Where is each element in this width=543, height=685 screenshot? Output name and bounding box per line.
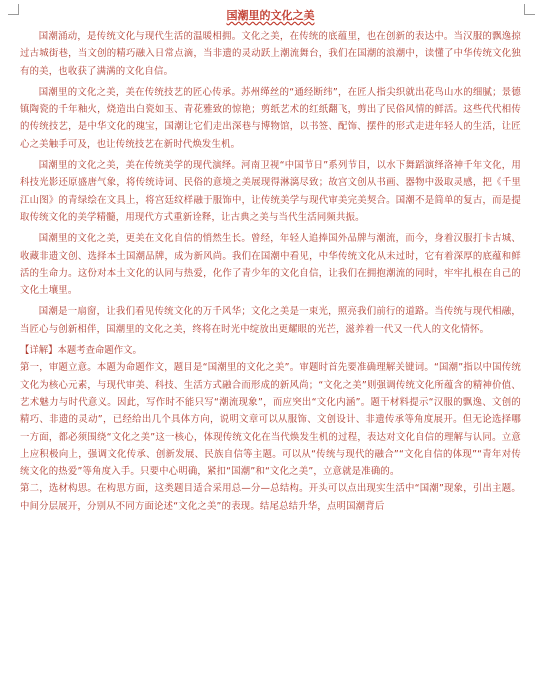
- analysis-paragraph-2: 第二，选材构思。在构思方面，这类题目适合采用总—分—总结构。开头可以点出现实生活中“国潮”现象，引出主题。中间分层展开，分别从不同方面论述“文化之美”的表现。结尾总结升华，点明国潮背后: [20, 483, 521, 512]
- essay-paragraph-4: 国潮里的文化之美，更美在文化自信的悄然生长。曾经，年轻人追捧国外品牌与潮流，而今，身着汉服打卡古城、收藏非遗文创、选择本土国潮品牌，成为新风尚。我们在国潮中看见，中华传统文化从未过时，它有着深厚的底蕴和鲜活的生命力。这份对本土文化的认同与热爱，化作了青少年的文化自信，让我们在拥抱潮流的同时，牢牢扎根在自己的文化土壤里。: [20, 233, 521, 297]
- essay-paragraph-2: 国潮里的文化之美，美在传统技艺的匠心传承。苏州缂丝的“通经断纬”，在匠人指尖织就出花鸟山水的细腻；景德镇陶瓷的千年釉火，烧造出白瓷如玉、青花雅致的惊艳；剪纸艺术的红纸翻飞，剪出了民俗风情的鲜活。这些代代相传的传统技艺，是中华文化的瑰宝，国潮让它们走出深巷与博物馆，以书签、配饰、摆件的形式走进年轻人的生活，让匠心之美触手可及，也让传统技艺在新时代焕发生机。: [20, 86, 521, 150]
- essay-paragraph-5: 国潮是一扇窗，让我们看见传统文化的万千风华；文化之美是一束光，照亮我们前行的道路。当传统与现代相融，当匠心与创新相伴，国潮里的文化之美，终将在时光中绽放出更耀眼的光芒，滋养着一代又一代人的文化情怀。: [20, 306, 521, 335]
- crop-mark-top-left: [8, 4, 19, 15]
- analysis-paragraph-1: 第一，审题立意。本题为命题作文，题目是“国潮里的文化之美”。审题时首先要准确理解关键词。“国潮”指以中国传统文化为核心元素，与现代审美、科技、生活方式融合而形成的新风尚；“文化之美”则强调传统文化所蕴含的精神价值、艺术魅力与时代意义。因此，写作时不能只写“潮流现象”，而应突出“文化内涵”。题干材料提示“汉服的飘逸、文创的精巧、非遗的灵动”，已经给出几个具体方向，说明文章可以从服饰、文创设计、非遗传承等角度展开。但无论选择哪一方面，都必须围绕“文化之美”这一核心，体现传统文化在当代焕发生机的过程，表达对文化自信的理解与认同。立意上应积极向上，强调文化传承、创新发展、民族自信等主题。可以从“传统与现代的融合”“文化自信的体现”“青年对传统文化的热爱”等角度入手。只要中心明确，紧扣“国潮”和“文化之美”，立意就是准确的。: [20, 362, 521, 478]
- essay-paragraph-1: 国潮涌动，是传统文化与现代生活的温暖相拥。文化之美，在传统的底蕴里，也在创新的表达中。当汉服的飘逸掠过古城街巷，当文创的精巧融入日常点滴，当非遗的灵动跃上潮流舞台，我们在国潮的浪潮中，读懂了中华传统文化独有的美，也收获了满满的文化自信。: [20, 31, 521, 77]
- analysis-section: [20, 342, 521, 515]
- analysis-heading: 【详解】本题考查命题作文。: [20, 345, 142, 357]
- essay-title: [20, 8, 521, 24]
- crop-mark-top-right: [524, 4, 535, 15]
- essay-paragraph-3: 国潮里的文化之美，美在传统美学的现代演绎。河南卫视“中国节日”系列节目，以水下舞蹈演绎洛神千年文化，用科技光影还原盛唐气象，将传统诗词、民俗的意境之美展现得淋漓尽致；故宫文创从书画、器物中汲取灵感，把《千里江山图》的青绿绘在文具上，将宫廷纹样融于服饰中，让传统美学与现代审美完美契合。国潮不是简单的复古，而是提取传统文化的美学精髓，用现代方式重新诠释，让古典之美与当代生活同频共振。: [20, 160, 521, 223]
- essay-title-text: 国潮里的文化之美: [226, 9, 315, 22]
